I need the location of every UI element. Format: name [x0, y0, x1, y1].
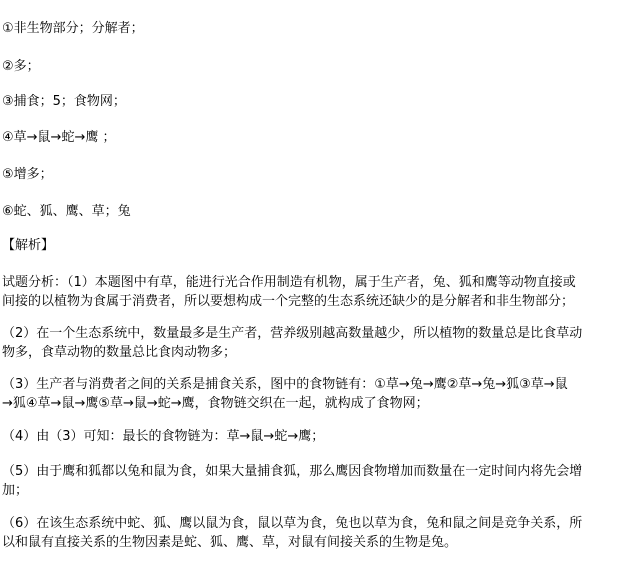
analysis-line: 以和鼠有直接关系的生物因素是蛇、狐、鹰、草，对鼠有间接关系的生物是兔。	[2, 535, 458, 550]
analysis-paragraph-2	[2, 324, 626, 362]
answer-5: ⑤增多；	[2, 167, 53, 182]
analysis-line: （5）由于鹰和狐都以兔和鼠为食，如果大量捕食狐，那么鹰因食物增加而数量在一定时间内将先会增	[2, 464, 583, 479]
analysis-heading: 【解析】	[2, 238, 55, 253]
analysis-paragraph-3	[2, 375, 626, 413]
answer-2: ②多；	[2, 59, 40, 74]
answer-4: ④草→鼠→蛇→鹰 ；	[2, 130, 116, 145]
answer-3: ③捕食；5；食物网；	[2, 94, 126, 109]
analysis-line: →狐④草→鼠→鹰⑤草→鼠→蛇→鹰，食物链交织在一起，就构成了食物网；	[2, 396, 429, 411]
analysis-line: （6）在该生态系统中蛇、狐、鹰以鼠为食，鼠以草为食，兔也以草为食，兔和鼠之间是竞争关系，所	[2, 516, 583, 531]
analysis-paragraph-1	[2, 273, 626, 311]
analysis-line: 试题分析：（1）本题图中有草，能进行光合作用制造有机物，属于生产者，兔、狐和鹰等动物直接或	[2, 275, 576, 290]
analysis-line: 物多，食草动物的数量总比食肉动物多；	[2, 345, 237, 360]
analysis-line: 间接的以植物为食属于消费者，所以要想构成一个完整的生态系统还缺少的是分解者和非生物部分；	[2, 294, 575, 309]
analysis-paragraph-4	[2, 427, 626, 446]
answer-1: ①非生物部分；分解者；	[2, 21, 144, 36]
analysis-line: 加；	[2, 483, 29, 498]
analysis-line: （3）生产者与消费者之间的关系是捕食关系，图中的食物链有：①草→兔→鹰②草→兔→狐③草→鼠	[2, 377, 568, 392]
analysis-paragraph-5	[2, 462, 626, 500]
answer-6: ⑥蛇、狐、鹰、草；兔	[2, 204, 131, 219]
analysis-line: （4）由（3）可知：最长的食物链为：草→鼠→蛇→鹰；	[2, 429, 325, 444]
analysis-paragraph-6	[2, 514, 626, 552]
analysis-line: （2）在一个生态系统中，数量最多是生产者，营养级别越高数量越少，所以植物的数量总是比食草动	[2, 326, 583, 341]
